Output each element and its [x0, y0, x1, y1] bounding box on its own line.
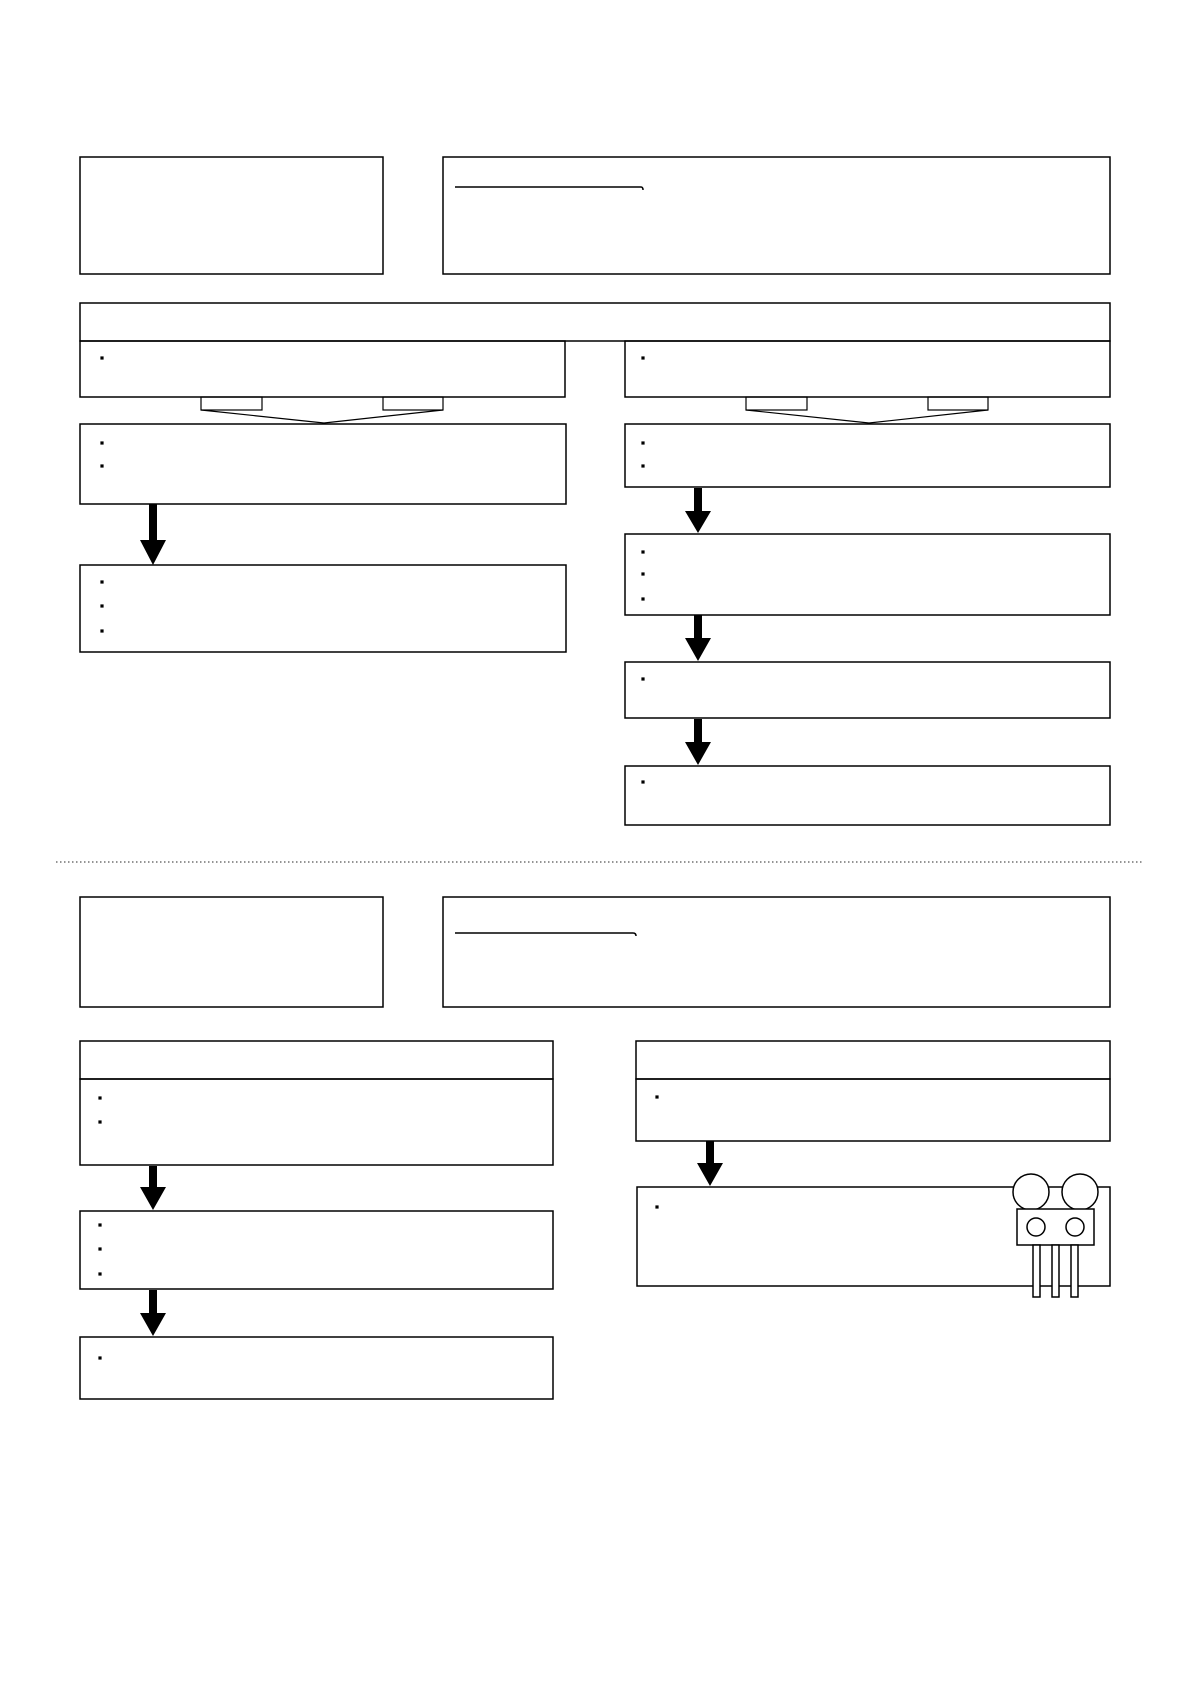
- lower-label-box: [80, 897, 383, 1007]
- upper-info-box: [443, 157, 1110, 274]
- arrow-down-icon: [697, 1141, 723, 1186]
- upper-left-callout: [201, 397, 443, 423]
- upper-header-bar: [80, 303, 1110, 341]
- manifold-gauge-icon: [1013, 1174, 1098, 1297]
- arrow-down-icon: [140, 1166, 166, 1210]
- upper-label-box: [80, 157, 383, 274]
- upper-left-branch-box: [80, 341, 565, 397]
- arrow-down-icon: [140, 504, 166, 565]
- arrow-down-icon: [685, 719, 711, 765]
- arrow-down-icon: [140, 1290, 166, 1336]
- lower-right-header: [636, 1041, 1110, 1079]
- upper-right-step-1: [625, 424, 1110, 487]
- arrow-down-icon: [685, 488, 711, 533]
- upper-left-step-1: [80, 424, 566, 504]
- upper-left-step-2: [80, 565, 566, 652]
- upper-right-step-4: [625, 766, 1110, 825]
- lower-left-step-3: [80, 1337, 553, 1399]
- lower-left-step-1: [80, 1079, 553, 1165]
- lower-right-step-1: [636, 1079, 1110, 1141]
- lower-left-step-2: [80, 1211, 553, 1289]
- upper-right-callout: [746, 397, 988, 423]
- arrow-down-icon: [685, 615, 711, 661]
- upper-right-step-2: [625, 534, 1110, 615]
- upper-right-step-3: [625, 662, 1110, 718]
- lower-info-box: [443, 897, 1110, 1007]
- lower-left-header: [80, 1041, 553, 1079]
- upper-right-branch-box: [625, 341, 1110, 397]
